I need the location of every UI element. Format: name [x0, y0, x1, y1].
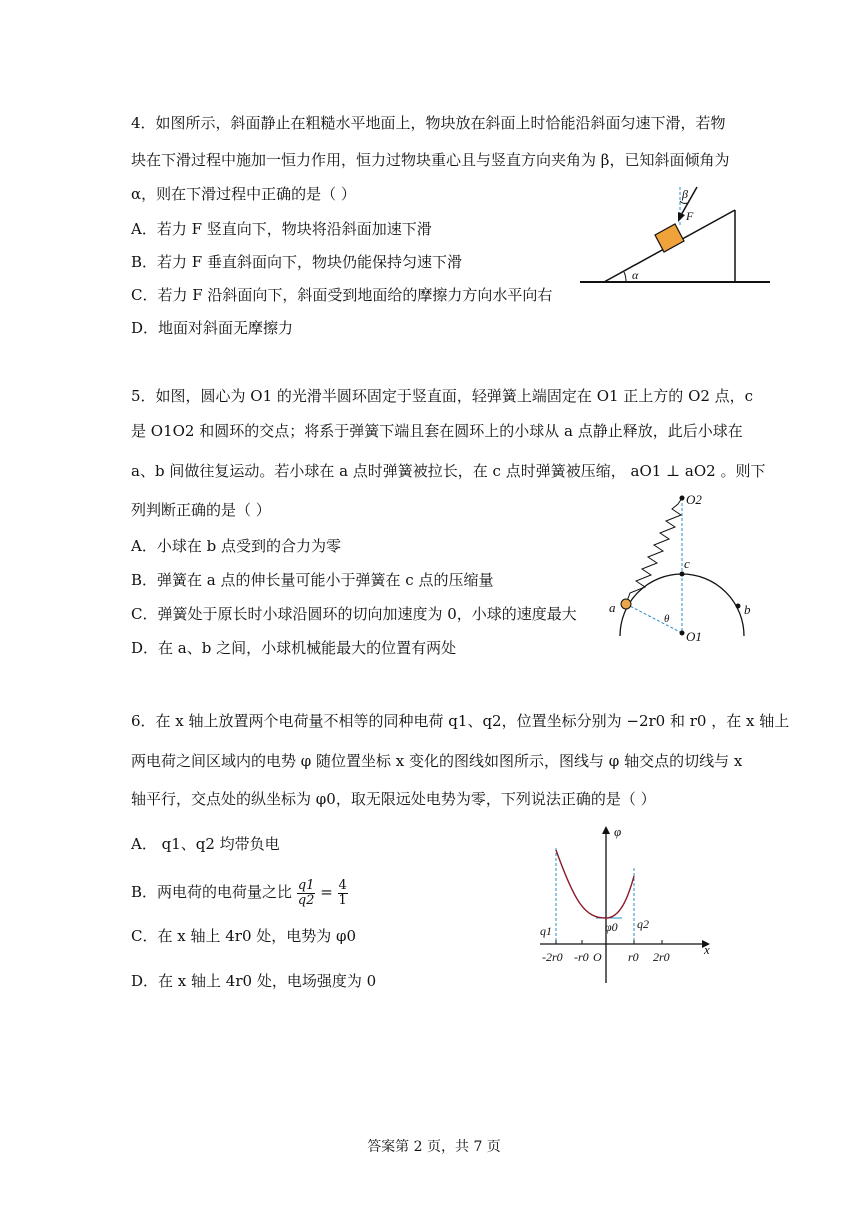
page-footer: 答案第 2 页，共 7 页: [367, 1139, 501, 1155]
label-b: b: [744, 602, 751, 617]
q4-stem-line3: α，则在下滑过程中正确的是（ ）: [131, 185, 356, 203]
ratio-value-fraction: [338, 879, 348, 908]
q5-stem-line2: 是 O1O2 和圆环的交点；将系于弹簧下端且套在圆环上的小球从 a 点静止释放，此后小球在: [131, 422, 743, 440]
q5-stem-line4: 列判断正确的是（ ）: [131, 501, 271, 519]
q4-option-b: B．若力 F 垂直斜面向下，物块仍能保持匀速下滑: [131, 253, 462, 271]
q6-option-b: [131, 872, 348, 912]
phi-axis-label: φ: [614, 824, 622, 839]
alpha-arc: [624, 272, 626, 282]
ratio-value-denominator: 1: [338, 892, 347, 908]
q4-option-d: D．地面对斜面无摩擦力: [131, 319, 294, 337]
q5-option-d: D．在 a、b 之间，小球机械能最大的位置有两处: [131, 639, 457, 657]
label-o2: O2: [686, 492, 702, 507]
label-c: c: [684, 556, 690, 571]
phi0-label: φ0: [605, 920, 618, 934]
q6-option-b-text: B．两电荷的电荷量之比: [131, 883, 293, 901]
ratio-value-numerator: 4: [338, 877, 347, 893]
q5-option-c: C．弹簧处于原长时小球沿圆环的切向加速度为 0，小球的速度最大: [131, 605, 577, 623]
charge-ratio-fraction: [297, 879, 316, 908]
ratio-equals: =: [320, 883, 333, 901]
q1-label: q1: [540, 924, 552, 938]
tick-label-origin: O: [593, 950, 602, 964]
q6-option-a: A． q1、q2 均带负电: [131, 835, 280, 853]
q4-option-c: C．若力 F 沿斜面向下，斜面受到地面给的摩擦力方向水平向右: [131, 286, 553, 304]
potential-graph: [530, 818, 720, 988]
beta-label: β: [682, 187, 688, 201]
ratio-numerator: q1: [297, 877, 315, 893]
x-axis-label: x: [704, 942, 710, 957]
q6-stem-line1: 6．在 x 轴上放置两个电荷量不相等的同种电荷 q1、q2，位置坐标分别为 −2r0 和 r0 ，在 x 轴上: [131, 712, 790, 730]
q5-stem-line3: a、b 间做往复运动。若小球在 a 点时弹簧被拉长，在 c 点时弹簧被压缩， aO1 ⊥ aO2 。则下: [131, 462, 766, 480]
tick-label-minus-r0: -r0: [574, 950, 589, 964]
ratio-denominator: q2: [297, 892, 315, 908]
point-o1: [680, 631, 685, 636]
point-b: [736, 604, 741, 609]
q4-stem-line1: 4．如图所示，斜面静止在粗糙水平地面上，物块放在斜面上时恰能沿斜面匀速下滑，若物: [131, 114, 726, 132]
q6-option-d: D．在 x 轴上 4r0 处，电场强度为 0: [131, 972, 377, 990]
label-o1: O1: [686, 629, 702, 644]
q6-stem-line2: 两电荷之间区域内的电势 φ 随位置坐标 x 变化的图线如图所示，图线与 φ 轴交点的切线与 x: [131, 752, 743, 770]
q2-label: q2: [637, 917, 649, 931]
point-c: [680, 572, 685, 577]
q5-option-a: A．小球在 b 点受到的合力为零: [131, 537, 341, 555]
force-arrowhead: [678, 212, 685, 222]
q6-stem-line3: 轴平行，交点处的纵坐标为 φ0，取无限远处电势为零，下列说法正确的是（ ）: [131, 790, 656, 808]
q5-option-b: B．弹簧在 a 点的伸长量可能小于弹簧在 c 点的压缩量: [131, 571, 494, 589]
potential-curve: [556, 850, 634, 918]
block: [655, 224, 684, 252]
alpha-label: α: [632, 268, 639, 282]
point-o2: [680, 496, 685, 501]
ball: [621, 599, 631, 609]
q5-stem-line1: 5．如图，圆心为 O1 的光滑半圆环固定于竖直面，轻弹簧上端固定在 O1 正上方的 O2 点，c: [131, 387, 754, 405]
q4-stem-line2: 块在下滑过程中施加一恒力作用，恒力过物块重心且与竖直方向夹角为 β，已知斜面倾角为: [131, 151, 730, 169]
phi-axis-arrow: [602, 826, 610, 834]
force-label: F: [686, 209, 694, 223]
ring-figure: [600, 488, 770, 658]
spring: [626, 498, 682, 604]
label-a: a: [609, 600, 616, 615]
q6-option-c: C．在 x 轴上 4r0 处，电势为 φ0: [131, 927, 357, 945]
a-o1-dashed-line: [626, 604, 682, 633]
label-theta: θ: [664, 613, 670, 625]
incline-figure: [570, 185, 780, 295]
beta-arc: [680, 201, 687, 203]
q4-option-a: A．若力 F 竖直向下，物块将沿斜面加速下滑: [131, 220, 432, 238]
tick-label-r0: r0: [628, 950, 639, 964]
tick-label-minus-2r0: -2r0: [542, 950, 563, 964]
tick-label-2r0: 2r0: [653, 950, 670, 964]
